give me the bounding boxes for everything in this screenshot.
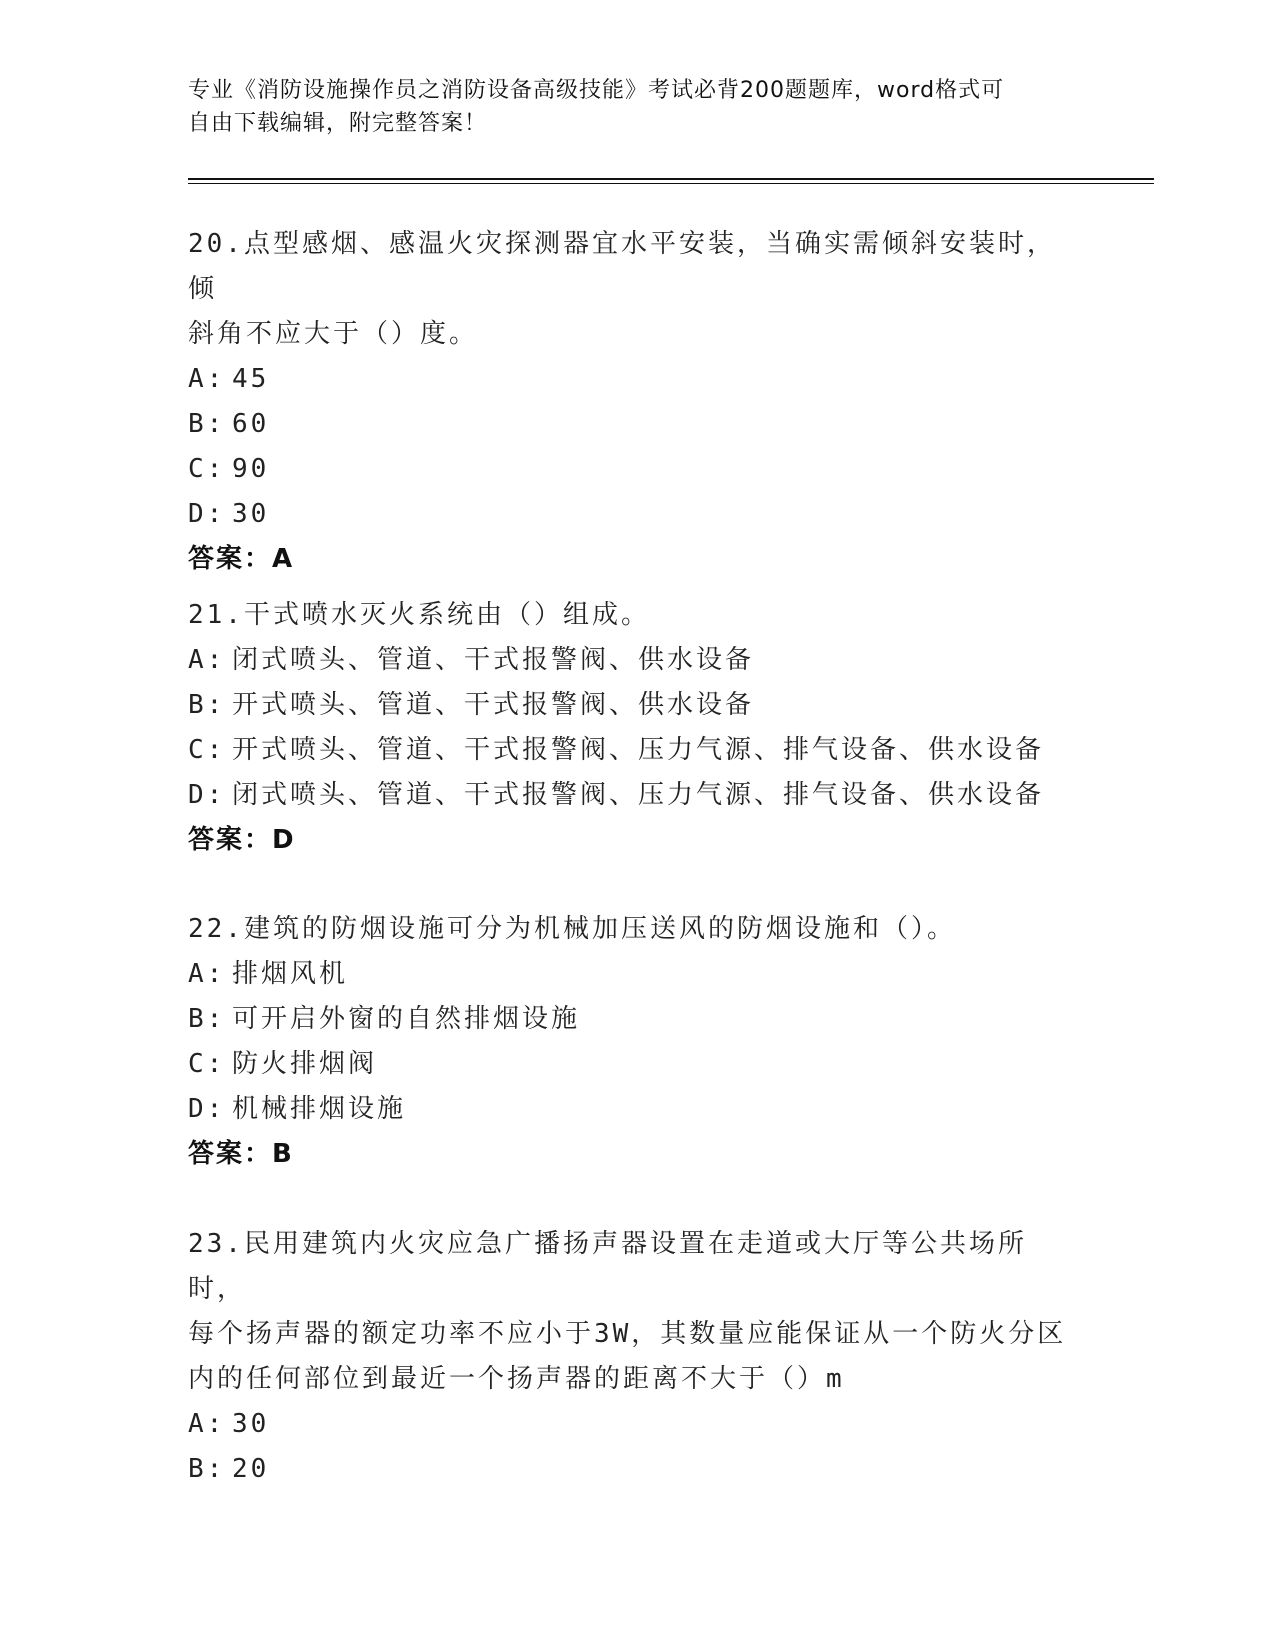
option-a [188, 952, 1088, 997]
option-b [188, 1447, 1088, 1492]
option-text: 排烟风机 [232, 959, 349, 989]
option-a [188, 357, 1088, 402]
option-letter: D: [188, 1094, 226, 1124]
question-text-line: 23.民用建筑内火灾应急广播扬声器设置在走道或大厅等公共场所时， [188, 1229, 1027, 1304]
option-letter: C: [188, 454, 226, 484]
question-text-line: 21.干式喷水灭火系统由（）组成。 [188, 600, 650, 630]
option-letter: A: [188, 364, 226, 394]
header-divider-thin [188, 183, 1154, 184]
option-text: 20 [232, 1454, 270, 1484]
question-text-line: 22.建筑的防烟设施可分为机械加压送风的防烟设施和（）。 [188, 914, 956, 944]
header-line-1: 专业《消防设施操作员之消防设备高级技能》考试必背200题题库，word格式可 [188, 78, 1005, 103]
option-text: 可开启外窗的自然排烟设施 [232, 1004, 581, 1034]
question-text-line: 20.点型感烟、感温火灾探测器宜水平安装，当确实需倾斜安装时，倾 [188, 229, 1056, 304]
option-letter: A: [188, 959, 226, 989]
option-text: 30 [232, 499, 270, 529]
option-letter: B: [188, 1004, 226, 1034]
option-b [188, 683, 1088, 728]
option-d [188, 492, 1088, 537]
header-divider-thick [188, 178, 1154, 180]
option-letter: B: [188, 409, 226, 439]
answer: 答案：D [188, 825, 296, 855]
option-d [188, 773, 1088, 818]
option-text: 90 [232, 454, 270, 484]
question-20 [188, 222, 1088, 582]
question-22 [188, 907, 1088, 1177]
option-text: 闭式喷头、管道、干式报警阀、供水设备 [232, 645, 755, 675]
option-d [188, 1087, 1088, 1132]
option-letter: C: [188, 1049, 226, 1079]
option-letter: C: [188, 735, 226, 765]
option-text: 60 [232, 409, 270, 439]
option-letter: D: [188, 499, 226, 529]
option-a [188, 1402, 1088, 1447]
document-header [188, 74, 1088, 140]
option-text: 机械排烟设施 [232, 1094, 407, 1124]
option-c [188, 728, 1088, 773]
option-letter: A: [188, 645, 226, 675]
option-b [188, 997, 1088, 1042]
option-a [188, 638, 1088, 683]
option-text: 45 [232, 364, 270, 394]
option-c [188, 1042, 1088, 1087]
option-letter: B: [188, 1454, 226, 1484]
option-text: 开式喷头、管道、干式报警阀、压力气源、排气设备、供水设备 [232, 735, 1045, 765]
option-text: 开式喷头、管道、干式报警阀、供水设备 [232, 690, 755, 720]
question-text-line: 每个扬声器的额定功率不应小于3W，其数量应能保证从一个防火分区 [188, 1319, 1067, 1349]
option-letter: A: [188, 1409, 226, 1439]
option-text: 防火排烟阀 [232, 1049, 378, 1079]
question-text-line: 内的任何部位到最近一个扬声器的距离不大于（）m [188, 1364, 845, 1394]
option-text: 30 [232, 1409, 270, 1439]
answer: 答案：A [188, 544, 295, 574]
question-21 [188, 593, 1088, 863]
option-letter: D: [188, 780, 226, 810]
option-c [188, 447, 1088, 492]
question-text-line: 斜角不应大于（）度。 [188, 319, 479, 349]
answer: 答案：B [188, 1139, 294, 1169]
question-23 [188, 1222, 1088, 1492]
header-line-2: 自由下载编辑，附完整答案！ [188, 111, 488, 136]
option-b [188, 402, 1088, 447]
option-letter: B: [188, 690, 226, 720]
option-text: 闭式喷头、管道、干式报警阀、压力气源、排气设备、供水设备 [232, 780, 1045, 810]
